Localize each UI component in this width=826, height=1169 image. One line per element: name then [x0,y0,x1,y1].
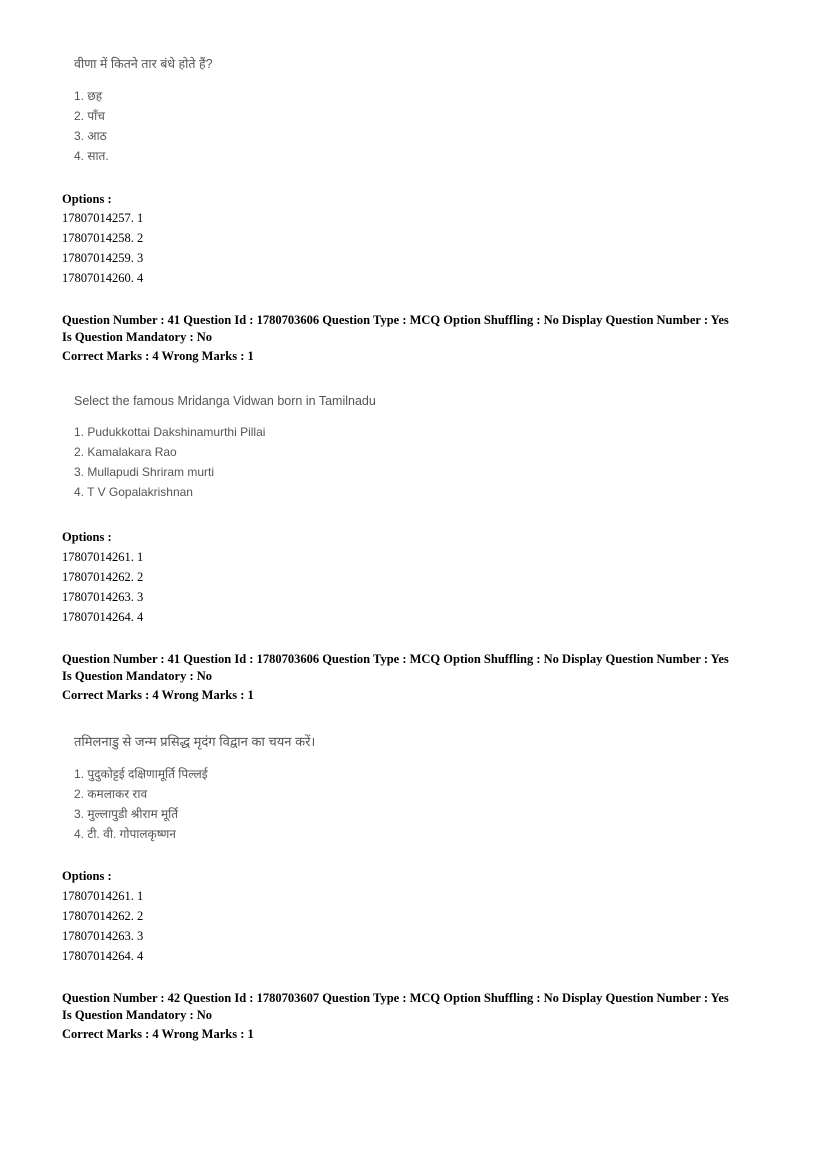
option-item: 17807014261. 1 [62,550,144,564]
question-image-mridanga-en [74,394,376,502]
question-marks: Correct Marks : 4 Wrong Marks : 1 [62,1027,254,1041]
question-mandatory: Is Question Mandatory : No [62,669,213,683]
choice-item: 3. Mullapudi Shriram murti [74,465,215,479]
choice-item: 2. कमलाकर राव [74,787,148,801]
choice-item: 1. Pudukkottai Dakshinamurthi Pillai [74,425,266,439]
option-item: 17807014264. 4 [62,949,144,963]
choice-list [74,86,213,166]
question-image-mridanga-hi [74,732,315,844]
option-item: 17807014262. 2 [62,909,144,923]
option-item: 17807014263. 3 [62,929,144,943]
option-item: 17807014258. 2 [62,231,144,245]
option-item: 17807014259. 3 [62,251,144,265]
choice-item: 2. पाँच [74,109,105,123]
options-list [62,886,143,966]
option-item: 17807014261. 1 [62,889,144,903]
question-text: वीणा में कितने तार बंधे होते हैं? [74,57,213,71]
question-meta-line: Question Number : 41 Question Id : 1780703606 Question Type : MCQ Option Shuffling : No Display Question Number : Yes [62,313,729,327]
option-item: 17807014260. 4 [62,271,144,285]
choice-list [74,764,315,844]
question-meta-line: Question Number : 41 Question Id : 1780703606 Question Type : MCQ Option Shuffling : No Display Question Number : Yes [62,652,729,666]
options-label: Options : [62,192,112,206]
option-item: 17807014262. 2 [62,570,144,584]
question-text: तमिलनाडु से जन्म प्रसिद्ध मृदंग विद्वान का चयन करें। [74,734,316,749]
option-item: 17807014257. 1 [62,211,144,225]
options-label: Options : [62,530,112,544]
question-meta [62,990,729,1043]
question-marks: Correct Marks : 4 Wrong Marks : 1 [62,349,254,363]
question-meta-line: Question Number : 42 Question Id : 1780703607 Question Type : MCQ Option Shuffling : No Display Question Number : Yes [62,991,729,1005]
question-mandatory: Is Question Mandatory : No [62,330,213,344]
question-mandatory: Is Question Mandatory : No [62,1008,213,1022]
option-item: 17807014263. 3 [62,590,144,604]
options-list [62,208,143,288]
choice-item: 3. मुल्लापुडी श्रीराम मूर्ति [74,807,179,821]
question-image-veena [74,55,213,166]
options-list [62,547,143,627]
option-item: 17807014264. 4 [62,610,144,624]
choice-list [74,422,376,502]
choice-item: 3. आठ [74,129,107,143]
choice-item: 4. सात. [74,149,109,163]
question-meta [62,312,729,365]
choice-item: 1. छह [74,89,103,103]
choice-item: 4. T V Gopalakrishnan [74,485,193,499]
choice-item: 4. टी. वी. गोपालकृष्णन [74,827,176,841]
question-text: Select the famous Mridanga Vidwan born in Tamilnadu [74,394,376,408]
choice-item: 1. पुदुकोट्टई दक्षिणामूर्ति पिल्लई [74,767,208,781]
question-meta [62,651,729,704]
options-label: Options : [62,869,112,883]
question-marks: Correct Marks : 4 Wrong Marks : 1 [62,688,254,702]
choice-item: 2. Kamalakara Rao [74,445,177,459]
